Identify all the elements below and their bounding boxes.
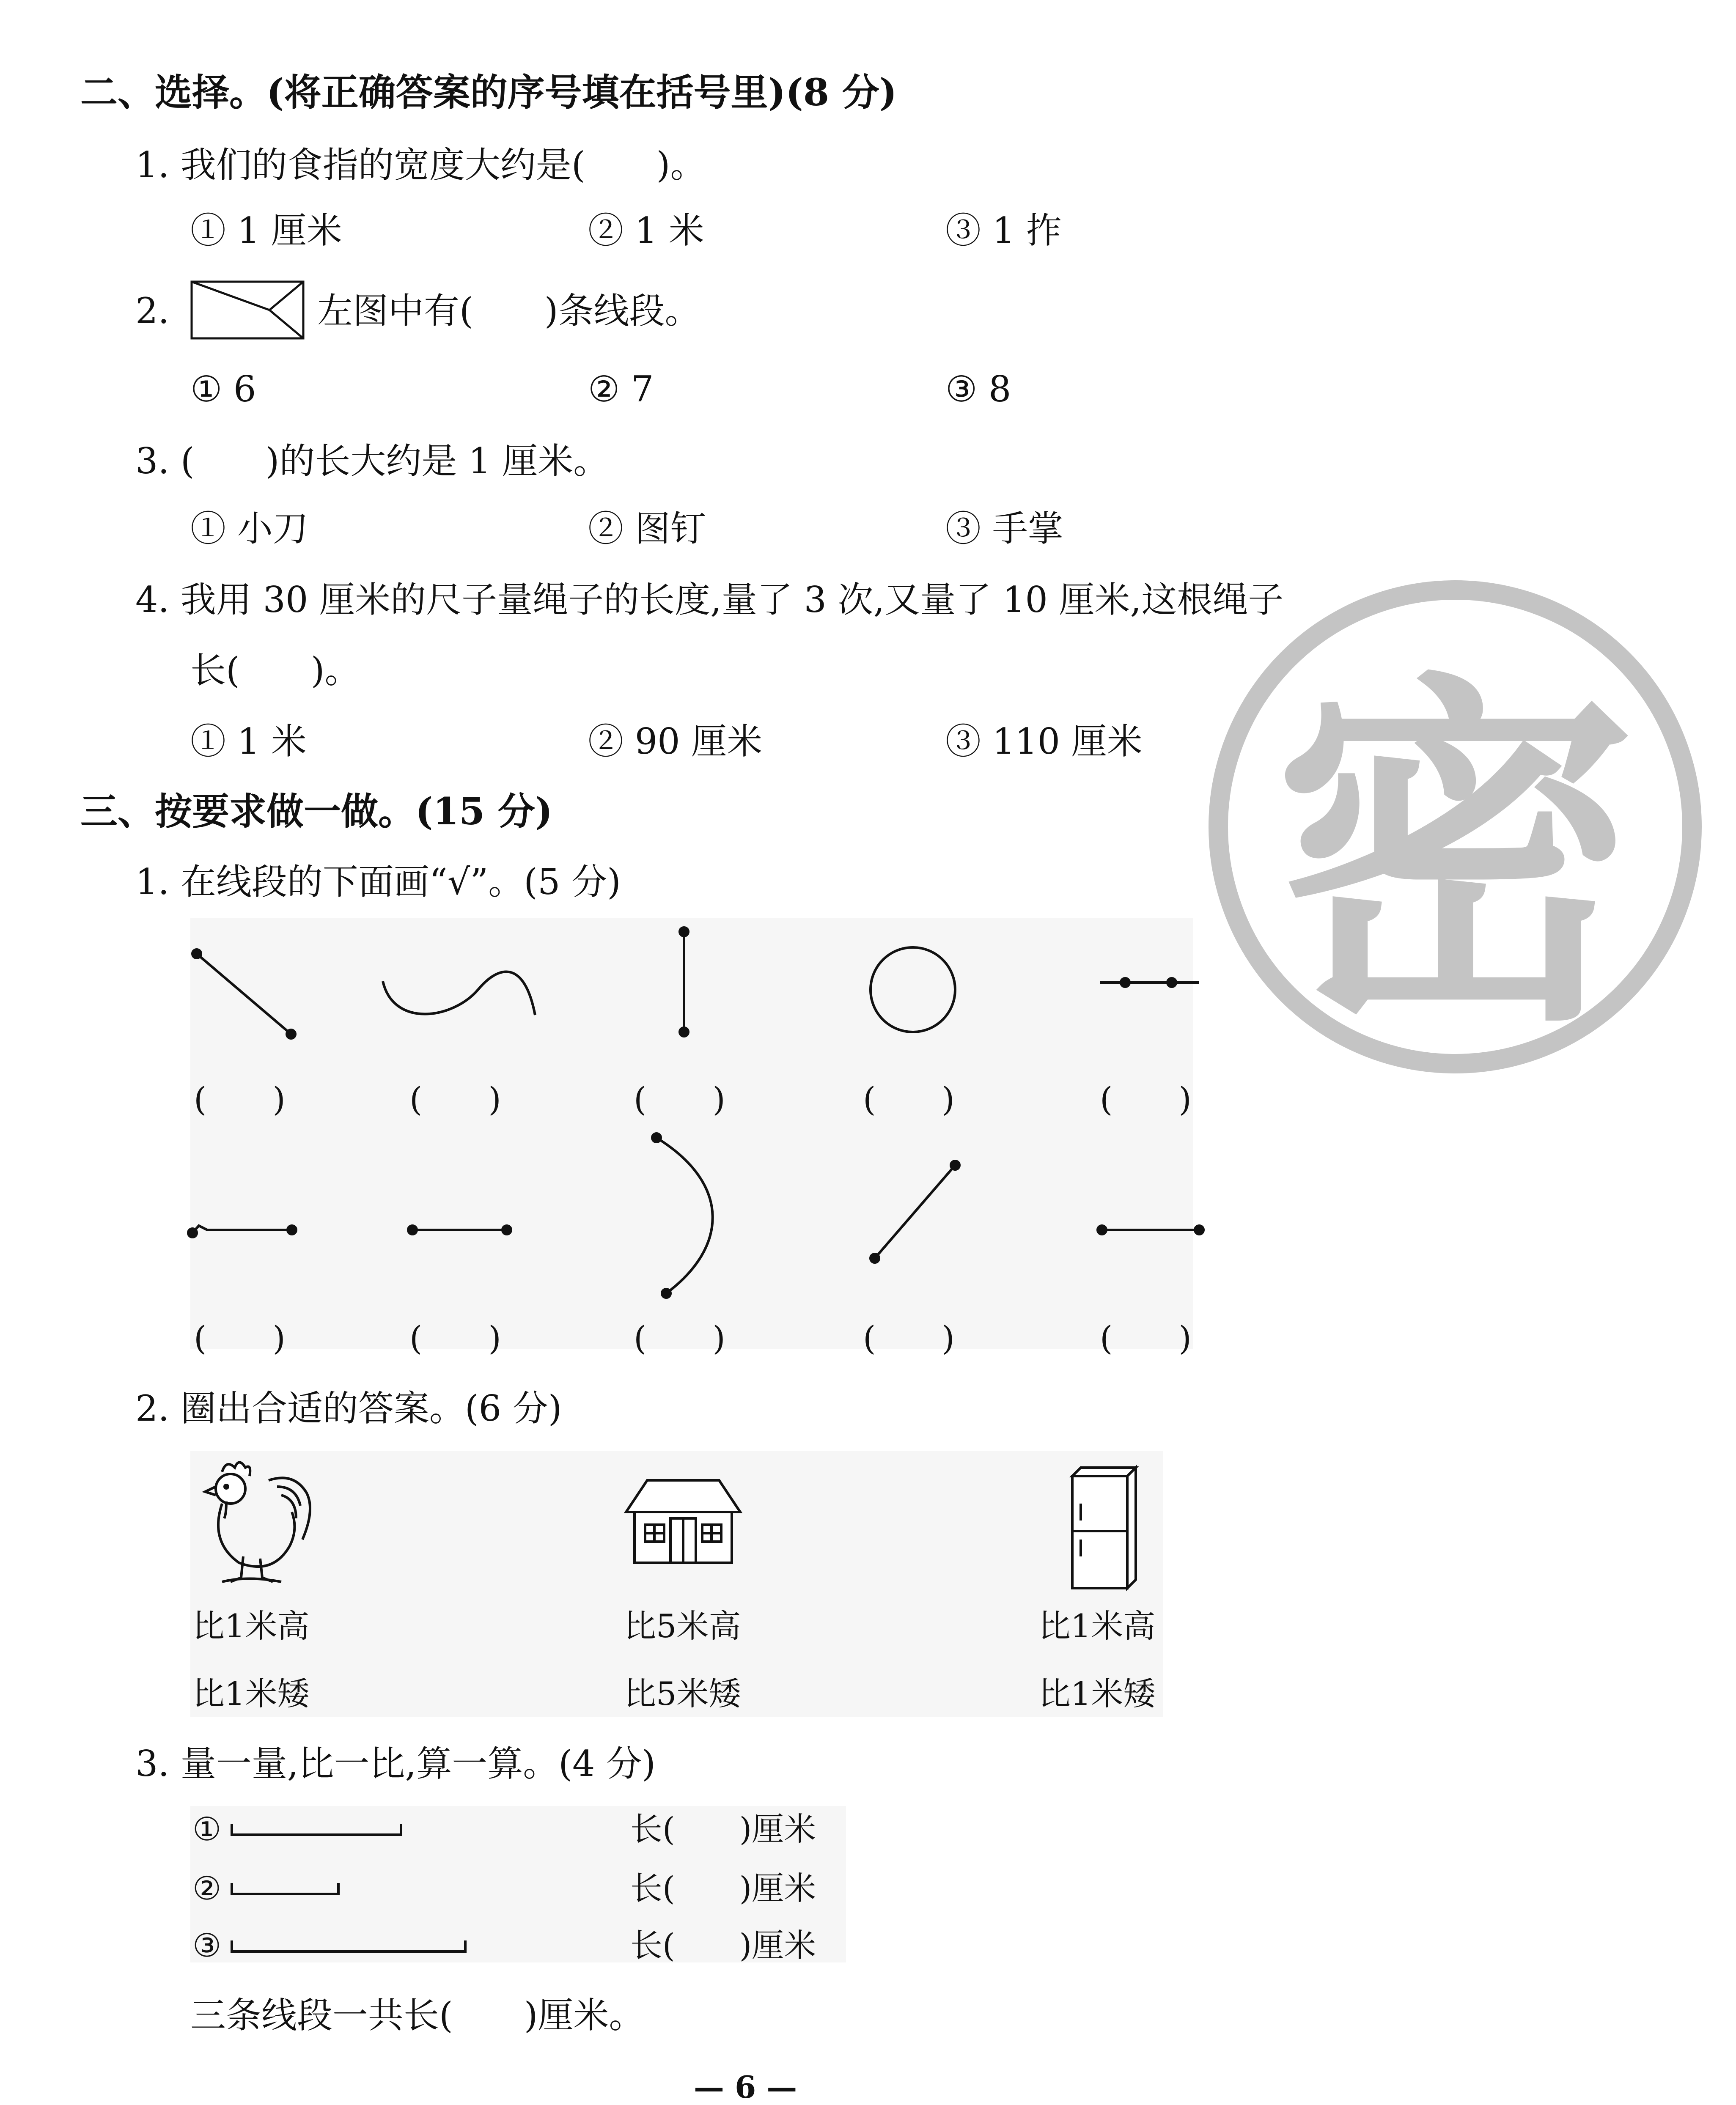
answer-paren-3[interactable]: ( ) (634, 1081, 725, 1119)
stamp-char: 密 (1273, 646, 1637, 1069)
q2-4-opt-2[interactable]: ② 90 厘米 (588, 721, 763, 762)
answer-paren-7[interactable]: ( ) (409, 1320, 501, 1358)
measure-segment-2 (232, 1883, 338, 1894)
answer-paren-6[interactable]: ( ) (194, 1320, 286, 1358)
q3-3-text: 3. 量一量,比一比,算一算。(4 分) (135, 1743, 656, 1784)
q2-1-opt-2[interactable]: ② 1 米 (588, 210, 704, 251)
measure-segment-3 (232, 1940, 465, 1951)
q2-4-opt-3[interactable]: ③ 110 厘米 (945, 721, 1143, 762)
answer-paren-2[interactable]: ( ) (409, 1081, 501, 1119)
answer-paren-1[interactable]: ( ) (194, 1081, 286, 1119)
q2-1-opt-1[interactable]: ① 1 厘米 (190, 210, 342, 251)
measure-row-1-label[interactable]: 长( )厘米 (630, 1810, 816, 1848)
q2-2-opt-1[interactable]: ① 6 (190, 368, 256, 410)
answer-paren-5[interactable]: ( ) (1100, 1081, 1192, 1119)
q3-2-item2-opt2[interactable]: 比5米矮 (624, 1675, 741, 1713)
q2-1-opt-3[interactable]: ③ 1 拃 (945, 210, 1062, 251)
q2-2-text: 左图中有( )条线段。 (317, 290, 700, 332)
answer-paren-10[interactable]: ( ) (1100, 1320, 1192, 1358)
q3-2-text: 2. 圈出合适的答案。(6 分) (135, 1388, 562, 1429)
measure-row-2-label[interactable]: 长( )厘米 (630, 1869, 816, 1907)
measure-row-3-label[interactable]: 长( )厘米 (630, 1927, 816, 1964)
measure-row-1-num: ① (192, 1810, 222, 1848)
measure-row-2-num: ② (192, 1869, 222, 1907)
q2-2-opt-3[interactable]: ③ 8 (945, 368, 1011, 410)
measure-total-text[interactable]: 三条线段一共长( )厘米。 (190, 1995, 645, 2036)
q3-2-item1-opt2[interactable]: 比1米矮 (192, 1675, 310, 1713)
answer-paren-4[interactable]: ( ) (863, 1081, 955, 1119)
q2-3-opt-2[interactable]: ② 图钉 (588, 508, 706, 549)
measure-segment-1 (232, 1824, 401, 1835)
q2-4-opt-1[interactable]: ① 1 米 (190, 721, 307, 762)
q2-3-text: 3. ( )的长大约是 1 厘米。 (135, 440, 609, 482)
section-3-title: 三、按要求做一做。(15 分) (80, 789, 553, 833)
section-2-title: 二、选择。(将正确答案的序号填在括号里)(8 分) (80, 70, 897, 114)
q3-2-item3-opt1[interactable]: 比1米高 (1038, 1607, 1156, 1645)
q3-2-item3-opt2[interactable]: 比1米矮 (1038, 1675, 1156, 1713)
q2-2-opt-2[interactable]: ② 7 (588, 368, 654, 410)
q3-2-item2-opt1[interactable]: 比5米高 (624, 1607, 741, 1645)
answer-paren-9[interactable]: ( ) (863, 1320, 955, 1358)
q3-1-text: 1. 在线段的下面画“√”。(5 分) (135, 861, 621, 903)
measure-row-3-num: ③ (192, 1927, 222, 1964)
q2-4-text: 4. 我用 30 厘米的尺子量绳子的长度,量了 3 次,又量了 10 厘米,这根绳子 (135, 579, 1284, 620)
page-number: — 6 — (694, 2069, 797, 2105)
q2-1-text: 1. 我们的食指的宽度大约是( )。 (135, 144, 706, 186)
q2-3-opt-3[interactable]: ③ 手掌 (945, 508, 1063, 549)
answer-paren-8[interactable]: ( ) (634, 1320, 725, 1358)
q2-3-opt-1[interactable]: ① 小刀 (190, 508, 308, 549)
q3-2-item1-opt1[interactable]: 比1米高 (192, 1607, 310, 1645)
q2-4-text-continued: 长( )。 (190, 650, 360, 691)
q2-2-number: 2. (135, 290, 170, 332)
